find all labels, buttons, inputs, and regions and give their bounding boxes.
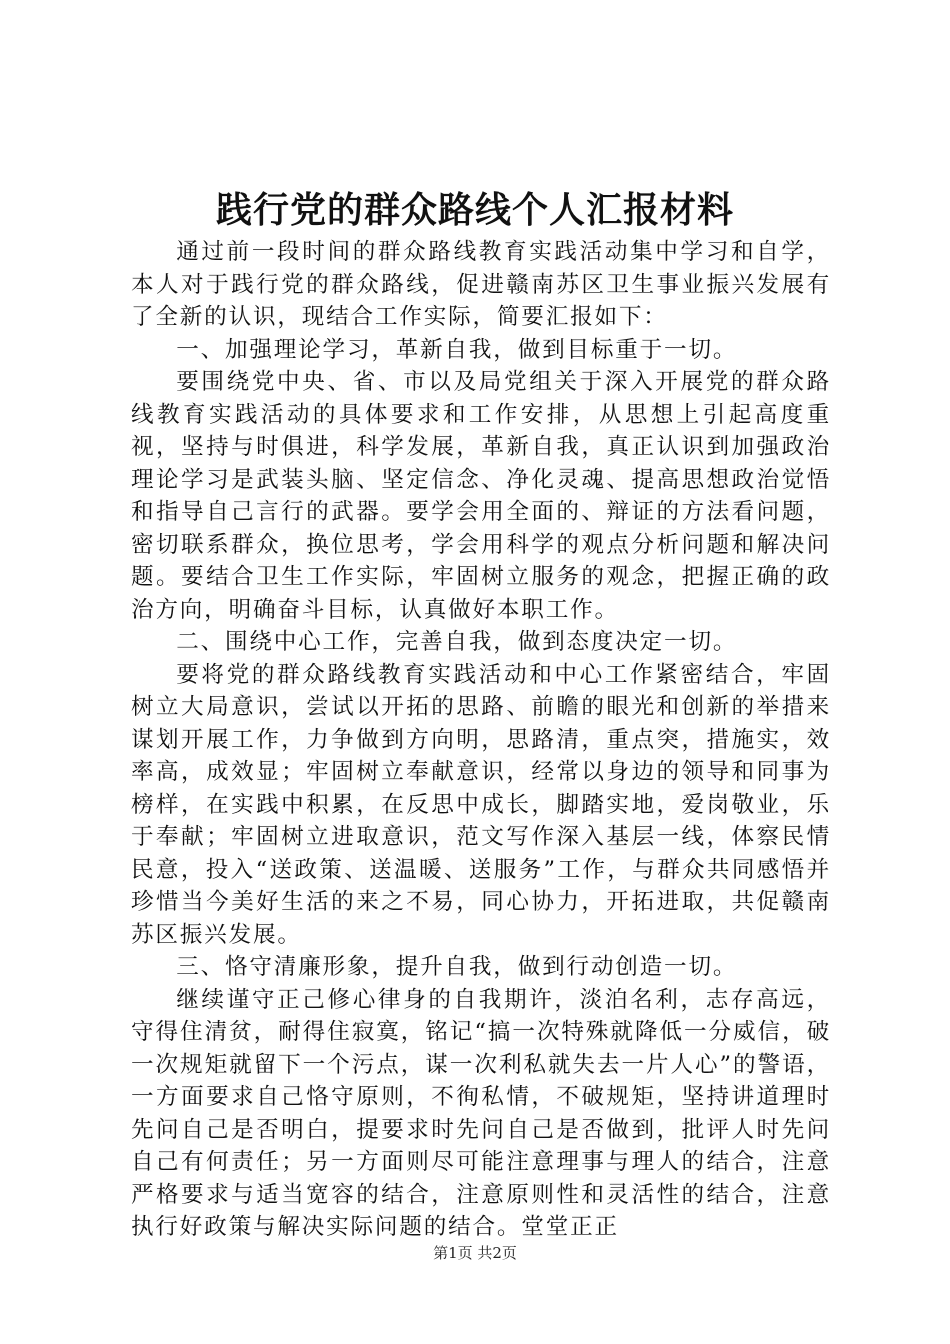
paragraph-intro: 通过前一段时间的群众路线教育实践活动集中学习和自学，本人对于践行党的群众路线，促进赣南苏区卫生事业振兴发展有了全新的认识，现结合工作实际，简要汇报如下： bbox=[131, 239, 831, 330]
document-title: 践行党的群众路线个人汇报材料 bbox=[215, 189, 734, 231]
heading-section-2: 二、围绕中心工作，完善自我，做到态度决定一切。 bbox=[176, 629, 738, 655]
paragraph-section-1: 要围绕党中央、省、市以及局党组关于深入开展党的群众路线教育实践活动的具体要求和工作安排，从思想上引起高度重视，坚持与时俱进，科学发展，革新自我，真正认识到加强政治理论学习是武装头脑、坚定信念、净化灵魂、提高思想政治觉悟和指导自己言行的武器。要学会用全面的、辩证的方法看问题，密切联系群众，换位思考，学会用科学的观点分析问题和解决问题。要结合卫生工作实际，牢固树立服务的观念，把握正确的政治方向，明确奋斗目标，认真做好本职工作。 bbox=[131, 369, 831, 623]
paragraph-section-2: 要将党的群众路线教育实践活动和中心工作紧密结合，牢固树立大局意识，尝试以开拓的思路、前瞻的眼光和创新的举措来谋划开展工作，力争做到方向明，思路清，重点突，措施实，效率高，成效显；牢固树立奉献意识，经常以身边的领导和同事为榜样，在实践中积累，在反思中成长，脚踏实地，爱岗敬业，乐于奉献；牢固树立进取意识，范文写作深入基层一线，体察民情民意，投入“送政策、送温暖、送服务”工作，与群众共同感悟并珍惜当今美好生活的来之不易，同心协力，开拓进取，共促赣南苏区振兴发展。 bbox=[131, 661, 831, 948]
document-body bbox=[131, 236, 831, 1244]
paragraph-section-3: 继续谨守正己修心律身的自我期许，淡泊名利，志存高远，守得住清贫，耐得住寂寞，铭记“搞一次特殊就降低一分威信，破一次规矩就留下一个污点，谋一次利私就失去一片人心”的警语，一方面要求自己恪守原则，不徇私情，不破规矩，坚持讲道理时先问自己是否明白，提要求时先问自己是否做到，批评人时先问自己有何责任；另一方面则尽可能注意理事与理人的结合，注意严格要求与适当宽容的结合，注意原则性和灵活性的结合，注意执行好政策与解决实际问题的结合。堂堂正正 bbox=[131, 986, 831, 1240]
heading-section-1: 一、加强理论学习，革新自我，做到目标重于一切。 bbox=[176, 336, 738, 363]
page-number-footer: 第1页 共2页 bbox=[433, 1244, 517, 1262]
heading-section-3: 三、恪守清廉形象，提升自我，做到行动创造一切。 bbox=[176, 954, 738, 980]
